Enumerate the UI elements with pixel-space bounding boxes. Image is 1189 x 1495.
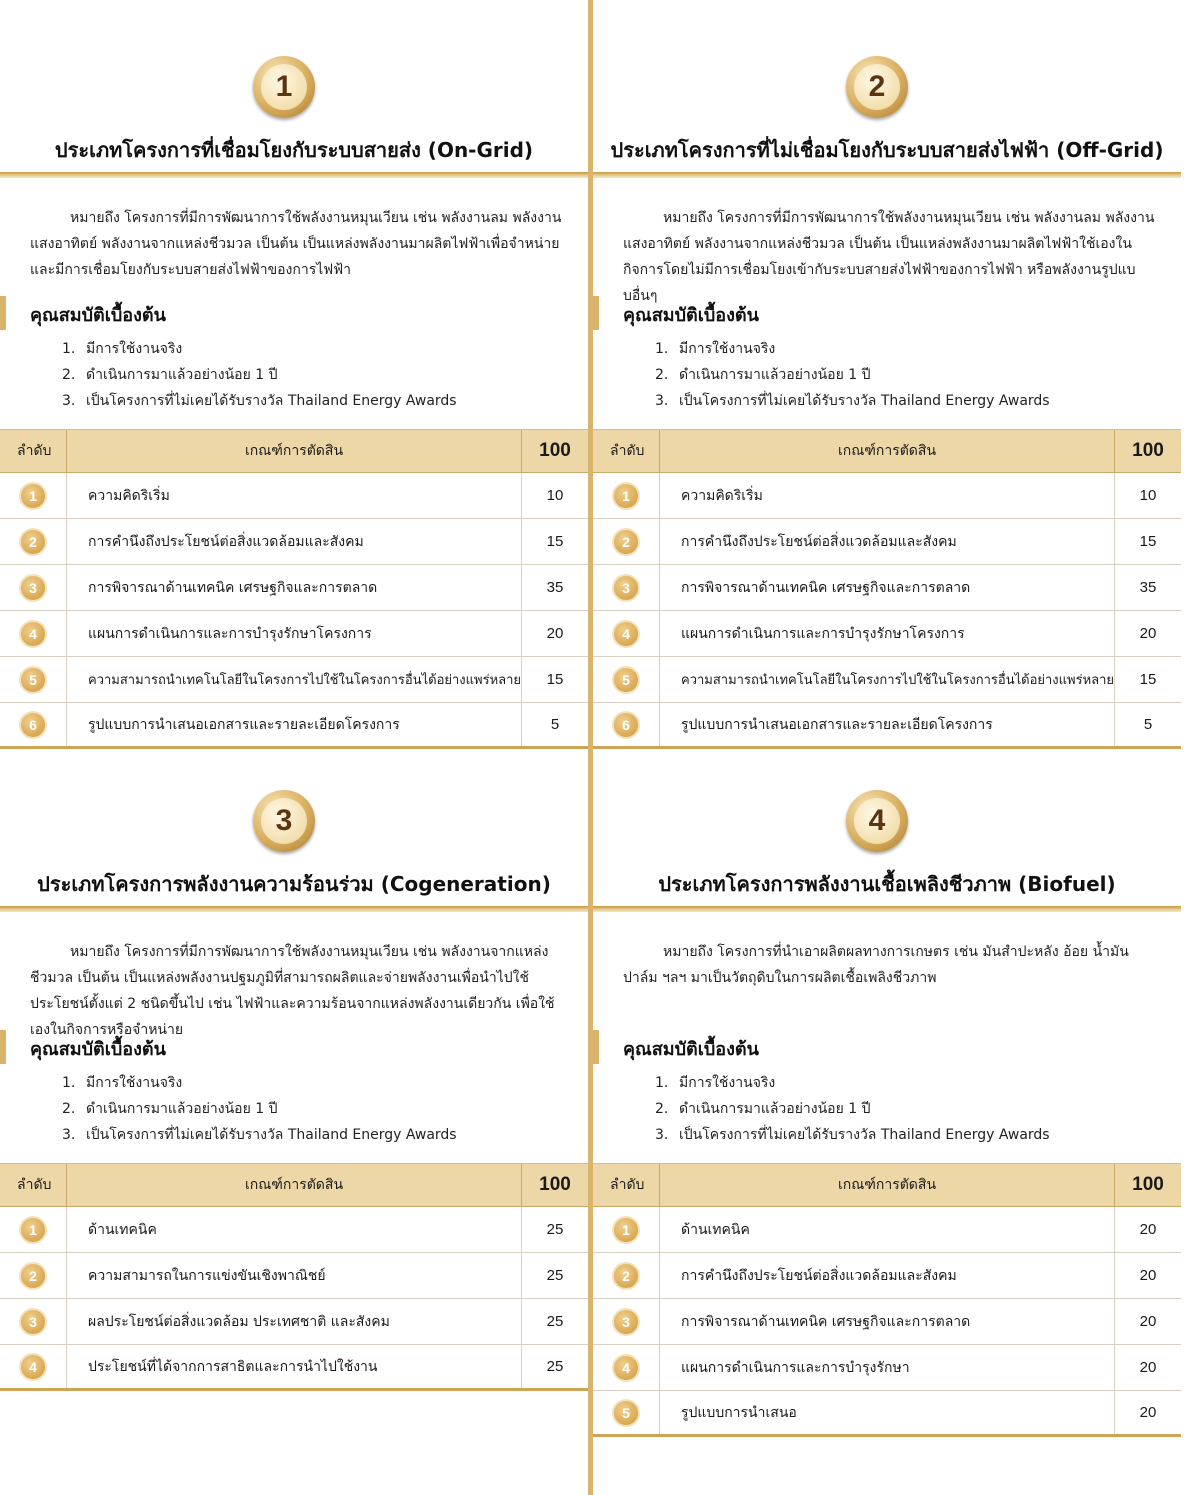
table-row [0, 473, 588, 519]
criteria-cell: ความสามารถนำเทคโนโลยีในโครงการไปใช้ในโครงการอื่นได้อย่างแพร่หลาย [67, 657, 522, 702]
criteria-cell: ความคิดริเริ่ม [67, 473, 522, 518]
score-cell: 10 [546, 487, 564, 504]
table-row [0, 565, 588, 611]
rank-badge: 1 [612, 1216, 640, 1244]
panel-title: ประเภทโครงการพลังงานเชื้อเพลิงชีวภาพ (Biofuel) [658, 872, 1116, 896]
list-item: 1. มีการใช้งานจริง [62, 1075, 183, 1091]
score-cell: 20 [1139, 625, 1157, 642]
rank-badge: 5 [19, 666, 47, 694]
qualifications-list [62, 336, 562, 414]
rank-badge: 2 [19, 528, 47, 556]
number-badge [846, 790, 908, 852]
rank-badge: 4 [19, 620, 47, 648]
header-total: 100 [539, 1174, 571, 1195]
criteria-table [0, 429, 588, 749]
criteria-table [0, 1163, 588, 1391]
table-row [0, 519, 588, 565]
table-row [0, 1207, 588, 1253]
header-rank: ลำดับ [593, 430, 660, 472]
rank-badge: 6 [612, 711, 640, 739]
list-item: 3. เป็นโครงการที่ไม่เคยได้รับรางวัล Thailand Energy Awards [62, 1127, 457, 1143]
rank-badge: 3 [612, 574, 640, 602]
table-row [0, 611, 588, 657]
criteria-table [593, 429, 1181, 749]
table-row [0, 1299, 588, 1345]
score-cell: 15 [1139, 533, 1157, 550]
score-cell: 15 [546, 533, 564, 550]
rank-badge: 1 [19, 1216, 47, 1244]
panel-title: ประเภทโครงการพลังงานความร้อนร่วม (Cogeneration) [37, 872, 551, 896]
number-badge [253, 56, 315, 118]
title-rule [593, 906, 1181, 912]
criteria-table [593, 1163, 1181, 1437]
number-badge-label: 4 [854, 798, 900, 844]
number-badge-label: 1 [261, 64, 307, 110]
rank-badge: 5 [612, 666, 640, 694]
number-badge [253, 790, 315, 852]
panel-description: หมายถึง โครงการที่มีการพัฒนาการใช้พลังงานหมุนเวียน เช่น พลังงานลม พลังงานแสงอาทิตย์ พลังงานจากแหล่งชีวมวล เป็นต้น เป็นแหล่งพลังงานมาผลิตไฟฟ้าเพื่อจำหน่ายและมีการเชื่อมโยงกับระบบสายส่งไฟฟ้าของการไฟฟ้า [30, 210, 562, 278]
rank-badge: 1 [19, 482, 47, 510]
list-item: 1. มีการใช้งานจริง [62, 341, 183, 357]
rank-badge: 3 [19, 1308, 47, 1336]
criteria-cell: ความสามารถในการแข่งขันเชิงพาณิชย์ [67, 1253, 522, 1298]
table-row [593, 1299, 1181, 1345]
table-header [0, 1163, 588, 1207]
title-rule [593, 172, 1181, 178]
score-cell: 35 [546, 579, 564, 596]
score-cell: 25 [546, 1358, 564, 1375]
header-rank: ลำดับ [0, 1164, 67, 1206]
score-cell: 20 [1139, 1267, 1157, 1284]
header-rank: ลำดับ [0, 430, 67, 472]
table-row [593, 1345, 1181, 1391]
heading-accent-bar [0, 1030, 6, 1064]
header-rank: ลำดับ [593, 1164, 660, 1206]
score-cell: 15 [1139, 671, 1157, 688]
criteria-cell: ด้านเทคนิค [67, 1207, 522, 1252]
list-item: 1. มีการใช้งานจริง [655, 1075, 776, 1091]
list-item: 2. ดำเนินการมาแล้วอย่างน้อย 1 ปี [62, 1101, 278, 1117]
number-badge-label: 2 [854, 64, 900, 110]
heading-accent-bar [593, 1030, 599, 1064]
table-header [593, 1163, 1181, 1207]
number-badge [846, 56, 908, 118]
criteria-cell: การพิจารณาด้านเทคนิค เศรษฐกิจและการตลาด [660, 565, 1115, 610]
score-cell: 10 [1139, 487, 1157, 504]
table-header [0, 429, 588, 473]
score-cell: 35 [1139, 579, 1157, 596]
score-cell: 20 [1139, 1359, 1157, 1376]
criteria-cell: การคำนึงถึงประโยชน์ต่อสิ่งแวดล้อมและสังคม [660, 1253, 1115, 1298]
criteria-cell: การพิจารณาด้านเทคนิค เศรษฐกิจและการตลาด [660, 1299, 1115, 1344]
criteria-cell: ประโยชน์ที่ได้จากการสาธิตและการนำไปใช้งาน [67, 1345, 522, 1388]
rank-badge: 3 [19, 574, 47, 602]
rank-badge: 2 [612, 1262, 640, 1290]
list-item: 3. เป็นโครงการที่ไม่เคยได้รับรางวัล Thailand Energy Awards [655, 393, 1050, 409]
score-cell: 20 [1139, 1313, 1157, 1330]
qualifications-heading: คุณสมบัติเบื้องต้น [623, 305, 759, 326]
table-row [593, 473, 1181, 519]
list-item: 2. ดำเนินการมาแล้วอย่างน้อย 1 ปี [655, 1101, 871, 1117]
qualifications-heading: คุณสมบัติเบื้องต้น [623, 1039, 759, 1060]
header-total: 100 [1132, 1174, 1164, 1195]
table-row [593, 657, 1181, 703]
table-row [0, 1253, 588, 1299]
qualifications-list [62, 1070, 562, 1148]
header-criteria: เกณฑ์การตัดสิน [660, 1164, 1115, 1206]
panel-description: หมายถึง โครงการที่มีการพัฒนาการใช้พลังงานหมุนเวียน เช่น พลังงานจากแหล่งชีวมวล เป็นต้น เป็นแหล่งพลังงานปฐมภูมิที่สามารถผลิตและจ่ายพลังงานเพื่อนำไปใช้ประโยชน์ตั้งแต่ 2 ชนิดขึ้นไป เช่น ไฟฟ้าและความร้อนจากแหล่งพลังงานเดียวกัน เพื่อใช้เองในกิจการหรือจำหน่าย [30, 944, 555, 1038]
score-cell: 5 [1143, 716, 1153, 733]
criteria-cell: ความคิดริเริ่ม [660, 473, 1115, 518]
heading-accent-bar [593, 296, 599, 330]
qualifications-list [655, 1070, 1155, 1148]
rank-badge: 4 [19, 1353, 47, 1381]
criteria-cell: แผนการดำเนินการและการบำรุงรักษาโครงการ [660, 611, 1115, 656]
table-row [0, 1345, 588, 1391]
table-header [593, 429, 1181, 473]
qualifications-list [655, 336, 1155, 414]
criteria-cell: แผนการดำเนินการและการบำรุงรักษาโครงการ [67, 611, 522, 656]
criteria-cell: รูปแบบการนำเสนอเอกสารและรายละเอียดโครงการ [67, 703, 522, 746]
qualifications-heading: คุณสมบัติเบื้องต้น [30, 1039, 166, 1060]
table-row [593, 1207, 1181, 1253]
qualifications-heading: คุณสมบัติเบื้องต้น [30, 305, 166, 326]
table-row [593, 1391, 1181, 1437]
score-cell: 25 [546, 1267, 564, 1284]
list-item: 2. ดำเนินการมาแล้วอย่างน้อย 1 ปี [655, 367, 871, 383]
criteria-cell: ผลประโยชน์ต่อสิ่งแวดล้อม ประเทศชาติ และสังคม [67, 1299, 522, 1344]
score-cell: 25 [546, 1313, 564, 1330]
rank-badge: 1 [612, 482, 640, 510]
header-criteria: เกณฑ์การตัดสิน [660, 430, 1115, 472]
table-row [0, 657, 588, 703]
table-row [593, 611, 1181, 657]
table-row [0, 703, 588, 749]
header-total: 100 [539, 440, 571, 461]
rank-badge: 3 [612, 1308, 640, 1336]
number-badge-label: 3 [261, 798, 307, 844]
score-cell: 15 [546, 671, 564, 688]
rank-badge: 2 [612, 528, 640, 556]
criteria-cell: การคำนึงถึงประโยชน์ต่อสิ่งแวดล้อมและสังคม [660, 519, 1115, 564]
panel-title: ประเภทโครงการที่ไม่เชื่อมโยงกับระบบสายส่งไฟฟ้า (Off-Grid) [610, 138, 1164, 162]
criteria-cell: ด้านเทคนิค [660, 1207, 1115, 1252]
panel-description: หมายถึง โครงการที่นำเอาผลิตผลทางการเกษตร เช่น มันสำปะหลัง อ้อย น้ำมันปาล์ม ฯลฯ มาเป็นวัตถุดิบในการผลิตเชื้อเพลิงชีวภาพ [623, 944, 1129, 986]
panel-description: หมายถึง โครงการที่มีการพัฒนาการใช้พลังงานหมุนเวียน เช่น พลังงานลม พลังงานแสงอาทิตย์ พลังงานจากแหล่งชีวมวล เป็นต้น เป็นแหล่งพลังงานมาผลิตไฟฟ้าใช้เองในกิจการโดยไม่มีการเชื่อมโยงเข้ากับระบบสายส่งไฟฟ้าของการไฟฟ้า หรือพลังงานรูปแบบอื่นๆ [623, 210, 1155, 304]
header-total: 100 [1132, 440, 1164, 461]
score-cell: 20 [1139, 1221, 1157, 1238]
header-criteria: เกณฑ์การตัดสิน [67, 1164, 522, 1206]
table-row [593, 565, 1181, 611]
criteria-cell: แผนการดำเนินการและการบำรุงรักษา [660, 1345, 1115, 1390]
criteria-cell: การพิจารณาด้านเทคนิค เศรษฐกิจและการตลาด [67, 565, 522, 610]
rank-badge: 5 [612, 1399, 640, 1427]
criteria-cell: ความสามารถนำเทคโนโลยีในโครงการไปใช้ในโครงการอื่นได้อย่างแพร่หลาย [660, 657, 1115, 702]
title-rule [0, 906, 588, 912]
list-item: 2. ดำเนินการมาแล้วอย่างน้อย 1 ปี [62, 367, 278, 383]
heading-accent-bar [0, 296, 6, 330]
criteria-cell: รูปแบบการนำเสนอ [660, 1391, 1115, 1434]
list-item: 3. เป็นโครงการที่ไม่เคยได้รับรางวัล Thailand Energy Awards [655, 1127, 1050, 1143]
rank-badge: 2 [19, 1262, 47, 1290]
list-item: 3. เป็นโครงการที่ไม่เคยได้รับรางวัล Thailand Energy Awards [62, 393, 457, 409]
score-cell: 25 [546, 1221, 564, 1238]
table-row [593, 519, 1181, 565]
header-criteria: เกณฑ์การตัดสิน [67, 430, 522, 472]
criteria-cell: การคำนึงถึงประโยชน์ต่อสิ่งแวดล้อมและสังคม [67, 519, 522, 564]
rank-badge: 4 [612, 1354, 640, 1382]
table-row [593, 1253, 1181, 1299]
score-cell: 20 [546, 625, 564, 642]
score-cell: 20 [1139, 1404, 1157, 1421]
rank-badge: 4 [612, 620, 640, 648]
table-row [593, 703, 1181, 749]
rank-badge: 6 [19, 711, 47, 739]
panel-title: ประเภทโครงการที่เชื่อมโยงกับระบบสายส่ง (On-Grid) [54, 138, 534, 162]
score-cell: 5 [550, 716, 560, 733]
list-item: 1. มีการใช้งานจริง [655, 341, 776, 357]
criteria-cell: รูปแบบการนำเสนอเอกสารและรายละเอียดโครงการ [660, 703, 1115, 746]
title-rule [0, 172, 588, 178]
